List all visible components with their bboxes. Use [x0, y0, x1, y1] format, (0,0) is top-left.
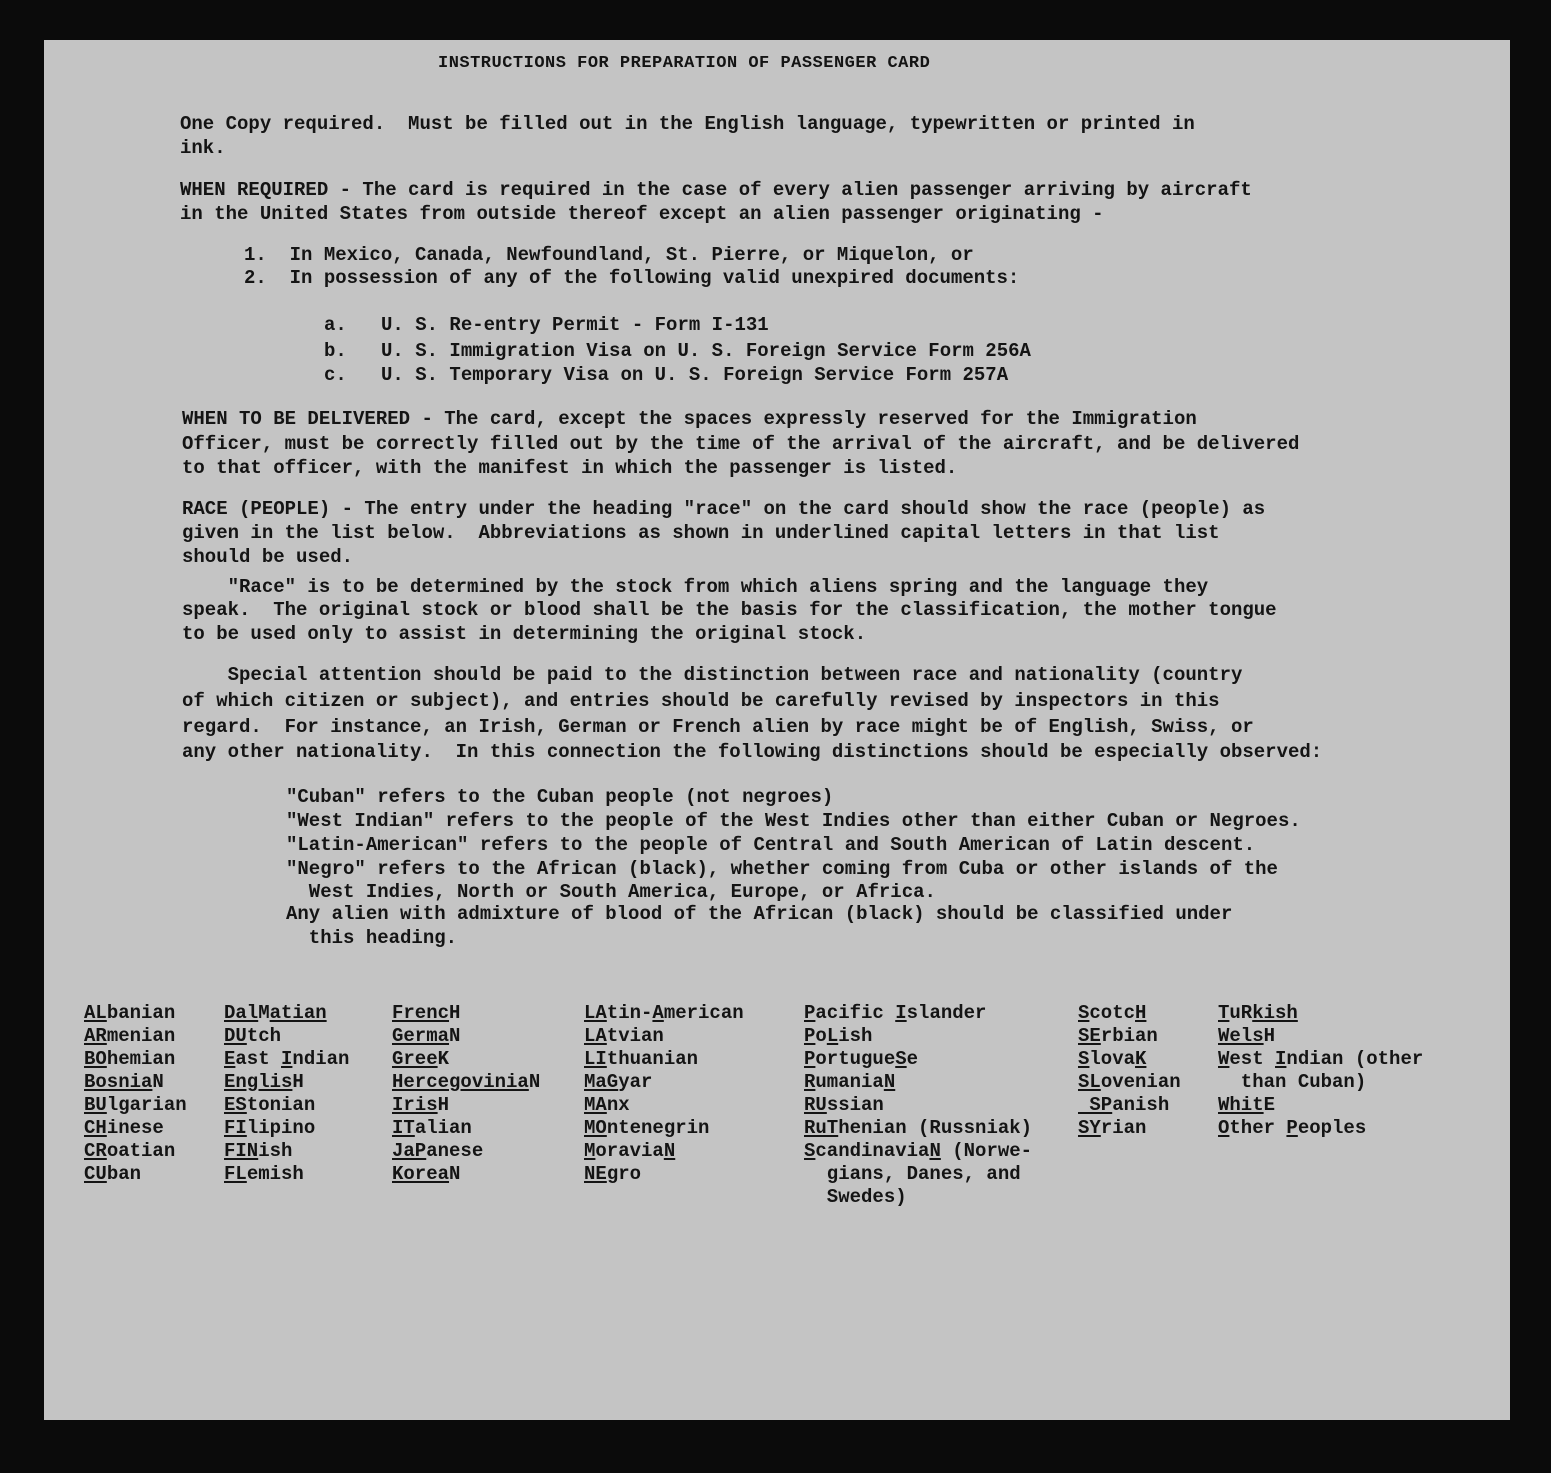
race-entry-text: lgarian — [106, 1094, 187, 1116]
race-abbreviation: SL — [1078, 1071, 1101, 1093]
race-entry — [392, 1140, 540, 1163]
race-entry-text: thuanian — [606, 1048, 699, 1070]
race-entry — [584, 1094, 744, 1117]
race-entry-text: menian — [106, 1025, 176, 1047]
race-entry-text: hemian — [106, 1048, 176, 1070]
race-entry — [1078, 1002, 1181, 1025]
race-abbreviation: FL — [224, 1163, 247, 1185]
document-item-a: a. U. S. Re-entry Permit - Form I-131 — [324, 314, 769, 336]
race-abbreviation: CH — [84, 1117, 107, 1139]
distinction-latin-american: "Latin-American" refers to the people of Central and South American of Latin descent. — [286, 834, 1256, 856]
race-entry — [1078, 1117, 1181, 1140]
race-entry — [224, 1025, 349, 1048]
race-entry-text: anish — [1112, 1094, 1170, 1116]
race-abbreviation: I — [1275, 1048, 1287, 1070]
race-abbreviation: M — [584, 1140, 596, 1162]
race-abbreviation: ES — [224, 1094, 247, 1116]
race-entry — [804, 1048, 1032, 1071]
distinction-cuban: "Cuban" refers to the Cuban people (not negroes) — [286, 786, 834, 808]
race-entry — [804, 1025, 1032, 1048]
race-abbreviation: LA — [584, 1025, 607, 1047]
race-abbreviation: S — [1078, 1048, 1090, 1070]
race-abbreviation: P — [804, 1025, 816, 1047]
race-entry — [392, 1048, 540, 1071]
race-abbreviation: MaG — [584, 1071, 619, 1093]
race-column-1 — [84, 1002, 187, 1186]
race-people-line-2: given in the list below. Abbreviations as shown in underlined capital letters in that list — [182, 522, 1220, 544]
race-entry — [1218, 1094, 1423, 1117]
race-entry-text: gians, Danes, and — [804, 1163, 1021, 1185]
race-abbreviation: N — [883, 1071, 896, 1093]
race-entry — [392, 1117, 540, 1140]
race-entry — [392, 1094, 540, 1117]
race-abbreviation: RU — [804, 1094, 827, 1116]
race-abbreviation: FI — [224, 1117, 247, 1139]
race-people-line-3: should be used. — [182, 546, 354, 568]
race-entry — [804, 1117, 1032, 1140]
race-entry-text: tonian — [246, 1094, 316, 1116]
race-entry-text: o — [815, 1025, 827, 1047]
race-abbreviation: NE — [584, 1163, 607, 1185]
race-entry-text: rbian — [1100, 1025, 1158, 1047]
race-entry-text: est — [1229, 1048, 1276, 1070]
race-definition-line-2: speak. The original stock or blood shall be the basis for the classification, the mother tongue — [182, 599, 1277, 621]
race-entry-text: alian — [414, 1117, 472, 1139]
race-entry — [224, 1002, 349, 1025]
race-abbreviation: Germa — [392, 1025, 450, 1047]
race-entry — [84, 1094, 187, 1117]
race-abbreviation: I — [895, 1002, 907, 1024]
when-delivered-line-2: Officer, must be correctly filled out by the time of the arrival of the aircraft, and be delivered — [182, 433, 1300, 455]
race-entry-text: K — [437, 1048, 450, 1070]
race-entry — [1218, 1048, 1423, 1071]
race-abbreviation: K — [1135, 1048, 1147, 1070]
race-entry — [392, 1002, 540, 1025]
race-abbreviation: Whit — [1218, 1094, 1264, 1116]
race-entry-text: uR — [1229, 1002, 1253, 1024]
race-entry — [84, 1048, 187, 1071]
race-abbreviation: BO — [84, 1048, 107, 1070]
race-abbreviation: E — [224, 1048, 236, 1070]
race-entry — [584, 1163, 744, 1186]
race-entry-text: oravia — [595, 1140, 664, 1162]
race-entry-text: acific — [815, 1002, 896, 1024]
race-abbreviation: MO — [584, 1117, 607, 1139]
race-entry-text: ovenian — [1100, 1071, 1181, 1093]
document-item-b: b. U. S. Immigration Visa on U. S. Foreign Service Form 256A — [324, 340, 1031, 362]
race-entry — [804, 1140, 1032, 1163]
document-sheet — [44, 40, 1510, 1420]
race-abbreviation: BU — [84, 1094, 107, 1116]
special-attention-line-1: Special attention should be paid to the distinction between race and nationality (country — [182, 664, 1243, 686]
race-entry-text: ortugue — [815, 1048, 896, 1070]
race-column-2 — [224, 1002, 349, 1186]
race-entry-text: ther — [1229, 1117, 1287, 1139]
race-entry — [584, 1002, 744, 1025]
race-entry — [804, 1094, 1032, 1117]
race-entry-text: lipino — [246, 1117, 316, 1139]
distinction-admixture-1: Any alien with admixture of blood of the African (black) should be classified under — [286, 903, 1233, 925]
race-abbreviation: AL — [84, 1002, 107, 1024]
race-entry-text: merican — [663, 1002, 744, 1024]
race-entry-text: N — [528, 1071, 541, 1093]
race-abbreviation: T — [1218, 1002, 1230, 1024]
race-abbreviation: Iris — [392, 1094, 438, 1116]
special-attention-line-4: any other nationality. In this connection the following distinctions should be especially observed: — [182, 741, 1323, 763]
race-entry-text: (Norwe- — [940, 1140, 1033, 1162]
race-abbreviation: L — [826, 1025, 839, 1047]
race-abbreviation: Hercegovinia — [392, 1071, 529, 1093]
race-abbreviation: S — [804, 1140, 816, 1162]
distinction-west-indian: "West Indian" refers to the people of the West Indies other than either Cuban or Negroes. — [286, 810, 1301, 832]
race-column-7 — [1218, 1002, 1423, 1140]
race-abbreviation: P — [1286, 1117, 1298, 1139]
race-entry-text: M — [258, 1002, 270, 1024]
race-entry — [224, 1048, 349, 1071]
race-abbreviation: P — [804, 1048, 816, 1070]
race-entry-text: H — [292, 1071, 304, 1093]
race-entry — [584, 1117, 744, 1140]
race-entry — [224, 1094, 349, 1117]
race-entry-text: N — [152, 1071, 164, 1093]
document-title: INSTRUCTIONS FOR PREPARATION OF PASSENGER CARD — [438, 54, 931, 73]
race-abbreviation: Dal — [224, 1002, 259, 1024]
race-entry — [392, 1025, 540, 1048]
race-abbreviation: O — [1218, 1117, 1230, 1139]
race-entry-text: ndian (other — [1286, 1048, 1424, 1070]
race-abbreviation: S — [1078, 1002, 1090, 1024]
race-abbreviation: I — [281, 1048, 293, 1070]
race-entry-text: tin- — [606, 1002, 653, 1024]
race-definition-line-3: to be used only to assist in determining the original stock. — [182, 623, 867, 645]
race-entry — [224, 1163, 349, 1186]
race-entry — [1218, 1002, 1423, 1025]
race-entry — [584, 1071, 744, 1094]
race-entry-text: umania — [815, 1071, 884, 1093]
race-entry — [804, 1186, 1032, 1209]
race-entry — [804, 1002, 1032, 1025]
race-entry-text: rian — [1100, 1117, 1147, 1139]
race-definition-line-1: "Race" is to be determined by the stock from which aliens spring and the language they — [182, 576, 1209, 598]
race-abbreviation: N — [663, 1140, 676, 1162]
race-abbreviation: MA — [584, 1094, 607, 1116]
race-entry — [224, 1117, 349, 1140]
race-abbreviation: SE — [1078, 1025, 1101, 1047]
document-item-c: c. U. S. Temporary Visa on U. S. Foreign Service Form 257A — [324, 364, 1009, 386]
race-entry-text: yar — [618, 1071, 653, 1093]
race-entry — [804, 1163, 1032, 1186]
race-entry — [224, 1140, 349, 1163]
race-entry-text: candinavia — [815, 1140, 930, 1162]
race-entry-text: N — [449, 1025, 461, 1047]
race-abbreviation: Wels — [1218, 1025, 1264, 1047]
race-column-6 — [1078, 1002, 1181, 1140]
race-entry — [584, 1025, 744, 1048]
race-abbreviation: Korea — [392, 1163, 450, 1185]
race-entry-text: E — [1263, 1094, 1276, 1116]
when-required-line-2: in the United States from outside thereof except an alien passenger originating - — [180, 203, 1104, 225]
race-entry-text: ntenegrin — [606, 1117, 710, 1139]
race-entry — [584, 1048, 744, 1071]
race-entry-text: tvian — [606, 1025, 664, 1047]
distinction-negro-1: "Negro" refers to the African (black), whether coming from Cuba or other islands of the — [286, 858, 1278, 880]
race-abbreviation: AR — [84, 1025, 107, 1047]
special-attention-line-2: of which citizen or subject), and entries should be carefully revised by inspectors in this — [182, 690, 1220, 712]
race-entry-text: tch — [246, 1025, 282, 1047]
race-entry — [84, 1140, 187, 1163]
race-entry — [1078, 1025, 1181, 1048]
distinction-admixture-2: this heading. — [286, 927, 458, 949]
race-entry — [224, 1071, 349, 1094]
race-entry-text: H — [449, 1002, 461, 1024]
race-entry — [84, 1163, 187, 1186]
race-entry-text: nx — [606, 1094, 630, 1116]
race-entry-text: slander — [906, 1002, 987, 1024]
race-abbreviation: SY — [1078, 1117, 1101, 1139]
race-entry-text: than Cuban) — [1218, 1071, 1367, 1093]
race-entry — [84, 1025, 187, 1048]
race-abbreviation: LI — [584, 1048, 607, 1070]
race-entry-text: gro — [606, 1163, 642, 1185]
race-abbreviation: atian — [269, 1002, 327, 1024]
race-entry — [392, 1071, 540, 1094]
race-entry — [1078, 1094, 1181, 1117]
race-entry-text: ish — [258, 1140, 293, 1162]
race-entry-text: N — [449, 1163, 461, 1185]
race-entry-text: ban — [106, 1163, 142, 1185]
race-abbreviation: N — [929, 1140, 941, 1162]
race-abbreviation: DU — [224, 1025, 247, 1047]
race-people-line-1: RACE (PEOPLE) - The entry under the heading "race" on the card should show the race (people) as — [182, 498, 1266, 520]
when-delivered-line-1: WHEN TO BE DELIVERED - The card, except the spaces expressly reserved for the Immigration — [182, 408, 1197, 430]
race-entry-text: emish — [246, 1163, 304, 1185]
race-entry-text: ast — [235, 1048, 282, 1070]
race-abbreviation: Gree — [392, 1048, 438, 1070]
race-entry-text: ndian — [292, 1048, 350, 1070]
race-entry-text: cotc — [1089, 1002, 1136, 1024]
race-entry — [804, 1071, 1032, 1094]
race-entry — [1218, 1071, 1423, 1094]
race-abbreviation: Englis — [224, 1071, 293, 1093]
race-abbreviation: kish — [1252, 1002, 1298, 1024]
race-entry-text: banian — [106, 1002, 176, 1024]
race-abbreviation: JaP — [392, 1140, 427, 1162]
race-entry — [1218, 1117, 1423, 1140]
intro-line-2: ink. — [180, 137, 226, 159]
origin-item-2: 2. In possession of any of the following valid unexpired documents: — [244, 267, 1020, 289]
intro-line-1: One Copy required. Must be filled out in the English language, typewritten or printed in — [180, 113, 1195, 135]
race-entry-text: lova — [1089, 1048, 1136, 1070]
race-entry-text: H — [1263, 1025, 1276, 1047]
race-entry-text: eoples — [1297, 1117, 1367, 1139]
race-entry-text: ssian — [826, 1094, 884, 1116]
race-abbreviation: FIN — [224, 1140, 259, 1162]
race-abbreviation: H — [1135, 1002, 1147, 1024]
race-entry — [392, 1163, 540, 1186]
race-abbreviation: Frenc — [392, 1002, 450, 1024]
race-abbreviation: R — [804, 1071, 816, 1093]
special-attention-line-3: regard. For instance, an Irish, German or French alien by race might be of English, Swiss, or — [182, 716, 1254, 738]
race-abbreviation: S — [895, 1048, 907, 1070]
race-abbreviation: A — [652, 1002, 664, 1024]
when-delivered-line-3: to that officer, with the manifest in which the passenger is listed. — [182, 457, 958, 479]
race-entry — [84, 1071, 187, 1094]
race-entry — [1078, 1071, 1181, 1094]
race-entry-text: henian (Russniak) — [838, 1117, 1033, 1139]
when-required-line-1: WHEN REQUIRED - The card is required in the case of every alien passenger arriving by aircraft — [180, 179, 1252, 201]
race-entry-text: ish — [838, 1025, 873, 1047]
race-abbreviation: Bosnia — [84, 1071, 153, 1093]
race-entry — [1218, 1025, 1423, 1048]
origin-item-1: 1. In Mexico, Canada, Newfoundland, St. Pierre, or Miquelon, or — [244, 244, 974, 266]
race-entry-text: oatian — [106, 1140, 176, 1162]
race-abbreviation: LA — [584, 1002, 607, 1024]
race-entry — [84, 1117, 187, 1140]
race-entry — [84, 1002, 187, 1025]
race-column-5 — [804, 1002, 1032, 1209]
race-column-3 — [392, 1002, 540, 1186]
race-entry-text: anese — [426, 1140, 484, 1162]
race-entry-text: H — [437, 1094, 450, 1116]
race-abbreviation: CU — [84, 1163, 107, 1185]
race-abbreviation: RuT — [804, 1117, 839, 1139]
race-entry-text: inese — [106, 1117, 164, 1139]
race-abbreviation: SP — [1078, 1094, 1113, 1116]
race-column-4 — [584, 1002, 744, 1186]
race-abbreviation: CR — [84, 1140, 107, 1162]
race-entry-text: e — [906, 1048, 919, 1070]
race-abbreviation: W — [1218, 1048, 1230, 1070]
race-abbreviation: IT — [392, 1117, 415, 1139]
race-entry — [584, 1140, 744, 1163]
distinction-negro-2: West Indies, North or South America, Europe, or Africa. — [286, 881, 936, 903]
race-entry-text: Swedes) — [804, 1186, 907, 1208]
race-entry — [1078, 1048, 1181, 1071]
race-abbreviation: P — [804, 1002, 816, 1024]
